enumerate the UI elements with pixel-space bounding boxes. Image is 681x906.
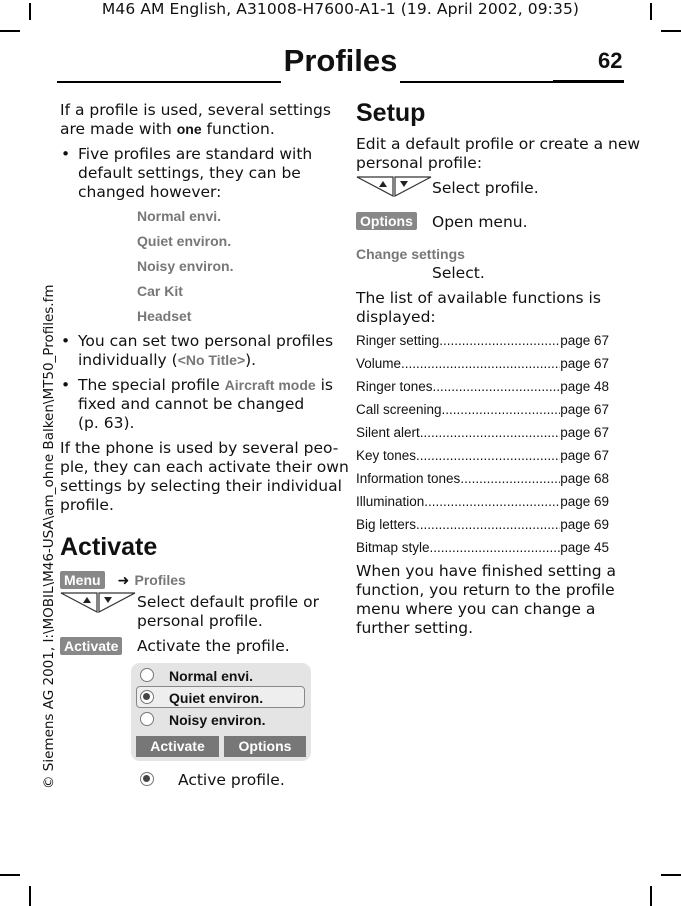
bullet-text: individually ( xyxy=(78,351,178,369)
page-ref: page 48 xyxy=(560,379,609,394)
bullet-text: ). xyxy=(245,351,257,369)
options-key[interactable]: Options xyxy=(356,212,417,230)
title-rule xyxy=(400,81,553,83)
select-profile-text: Select profile. xyxy=(432,179,539,197)
leader-dots xyxy=(424,494,560,509)
leader-dots xyxy=(420,425,560,440)
page-title: Profiles xyxy=(283,43,398,78)
activate-key[interactable]: Activate xyxy=(60,637,122,655)
crop-mark xyxy=(661,30,681,32)
function-name: Ringer tones xyxy=(356,379,433,394)
navigation-key-icon[interactable] xyxy=(356,175,432,197)
page-number-rule xyxy=(553,80,624,83)
crop-mark xyxy=(650,886,652,906)
page-ref: page 68 xyxy=(560,471,609,486)
aircraft-mode-keyword: Aircraft mode xyxy=(224,377,316,393)
profile-name: Normal envi. xyxy=(137,208,222,224)
leader-dots xyxy=(430,540,561,555)
bullet-text: is xyxy=(315,376,333,394)
radio-icon xyxy=(140,712,154,726)
paragraph-line: If the phone is used by several peo- xyxy=(60,439,339,457)
leader-dots xyxy=(460,471,560,486)
page-ref: page 67 xyxy=(560,448,609,463)
arrow-icon: ➜ xyxy=(117,573,130,589)
bullet-line: changed however: xyxy=(78,183,222,201)
function-name: Key tones xyxy=(356,448,417,463)
paragraph-line: ple, they can each activate their own xyxy=(60,458,349,476)
phone-display xyxy=(131,663,311,761)
profile-name: Quiet environ. xyxy=(137,233,232,249)
page-ref: page 67 xyxy=(560,356,609,371)
list-intro-line: The list of available functions is xyxy=(356,289,601,307)
select-text: Select. xyxy=(432,264,485,282)
intro-text: function. xyxy=(201,120,275,138)
function-list-item xyxy=(356,448,609,463)
bullet-item xyxy=(78,376,333,395)
page-ref: page 45 xyxy=(560,540,609,555)
no-title-keyword: <No Title> xyxy=(177,352,246,368)
profile-name: Car Kit xyxy=(137,283,183,299)
bullet-line xyxy=(78,351,256,370)
function-name: Ringer setting xyxy=(356,333,440,348)
navigation-key-icon[interactable] xyxy=(60,591,136,613)
function-list-item xyxy=(356,356,609,371)
leader-dots xyxy=(433,379,561,394)
profile-name: Headset xyxy=(137,308,192,324)
function-list-item xyxy=(356,471,609,486)
radio-selected-icon xyxy=(140,690,154,704)
function-list-item xyxy=(356,379,609,394)
menu-path-label: Profiles xyxy=(134,572,186,588)
setup-intro-line: Edit a default profile or create a new xyxy=(356,135,641,153)
function-name: Information tones xyxy=(356,471,461,486)
page-number: 62 xyxy=(598,48,623,73)
page-ref: page 67 xyxy=(560,402,609,417)
function-name: Illumination xyxy=(356,494,425,509)
crop-mark xyxy=(0,874,20,876)
crop-mark xyxy=(29,886,31,906)
bullet-item: • Five profiles are standard with xyxy=(78,145,312,164)
profile-name: Noisy environ. xyxy=(137,258,234,274)
leader-dots xyxy=(442,402,561,417)
list-intro-line: displayed: xyxy=(356,308,436,326)
menu-path xyxy=(60,570,186,589)
function-name: Call screening xyxy=(356,402,442,417)
softkey-activate[interactable]: Activate xyxy=(136,736,219,757)
side-note: © Siemens AG 2001, I:\MOBIL\M46-USA\am_ohne Balken\MT50_Profiles.fm xyxy=(41,284,57,789)
open-menu-text: Open menu. xyxy=(432,213,528,231)
outro-line: function, you return to the profile xyxy=(356,581,615,599)
outro-line: When you have finished setting a xyxy=(356,562,617,580)
function-name: Silent alert xyxy=(356,425,420,440)
softkey-options[interactable]: Options xyxy=(224,736,306,757)
outro-line: menu where you can change a xyxy=(356,600,596,618)
bullet-item: • You can set two personal profiles xyxy=(78,332,333,351)
leader-dots xyxy=(416,448,560,463)
function-list-item xyxy=(356,402,609,417)
active-profile-legend: Active profile. xyxy=(178,771,285,789)
bullet-text: The special profile xyxy=(78,376,225,394)
page-ref: page 67 xyxy=(560,333,609,348)
change-settings-label: Change settings xyxy=(356,246,465,262)
display-item: Quiet environ. xyxy=(169,690,264,706)
display-item: Noisy environ. xyxy=(169,712,266,728)
function-list-item xyxy=(356,425,609,440)
page-ref: page 67 xyxy=(560,425,609,440)
one-keyword: one xyxy=(176,121,202,137)
intro-line: If a profile is used, several settings xyxy=(60,101,331,119)
paragraph-line: profile. xyxy=(60,496,114,514)
leader-dots xyxy=(416,517,560,532)
radio-icon xyxy=(140,668,154,682)
crop-mark xyxy=(0,30,20,32)
page-ref: page 69 xyxy=(560,494,609,509)
intro-line xyxy=(60,120,275,139)
function-list-item xyxy=(356,494,609,509)
page-ref: page 69 xyxy=(560,517,609,532)
intro-text: are made with xyxy=(60,120,177,138)
crop-mark xyxy=(661,874,681,876)
paragraph-line: settings by selecting their individual xyxy=(60,477,342,495)
leader-dots xyxy=(401,356,560,371)
activate-heading: Activate xyxy=(60,533,158,561)
running-head: M46 AM English, A31008-H7600-A1-1 (19. April 2002, 09:35) xyxy=(101,0,580,18)
display-item: Normal envi. xyxy=(169,668,254,684)
setup-intro-line: personal profile: xyxy=(356,154,483,172)
function-name: Volume xyxy=(356,356,402,371)
function-name: Big letters xyxy=(356,517,417,532)
select-line: Select default profile or xyxy=(137,593,319,611)
outro-line: further setting. xyxy=(356,619,474,637)
function-list-item xyxy=(356,540,609,555)
bullet-line: fixed and cannot be changed xyxy=(78,395,305,413)
bullet-line: default settings, they can be xyxy=(78,164,301,182)
activate-description: Activate the profile. xyxy=(137,637,290,655)
setup-heading: Setup xyxy=(356,99,426,127)
leader-dots xyxy=(439,333,560,348)
function-name: Bitmap style xyxy=(356,540,430,555)
title-rule xyxy=(57,81,281,83)
bullet-line: (p. 63). xyxy=(78,414,135,432)
active-profile-icon xyxy=(140,772,154,786)
select-line: personal profile. xyxy=(137,612,263,630)
menu-key[interactable]: Menu xyxy=(60,571,105,589)
function-list-item xyxy=(356,333,609,348)
function-list-item xyxy=(356,517,609,532)
